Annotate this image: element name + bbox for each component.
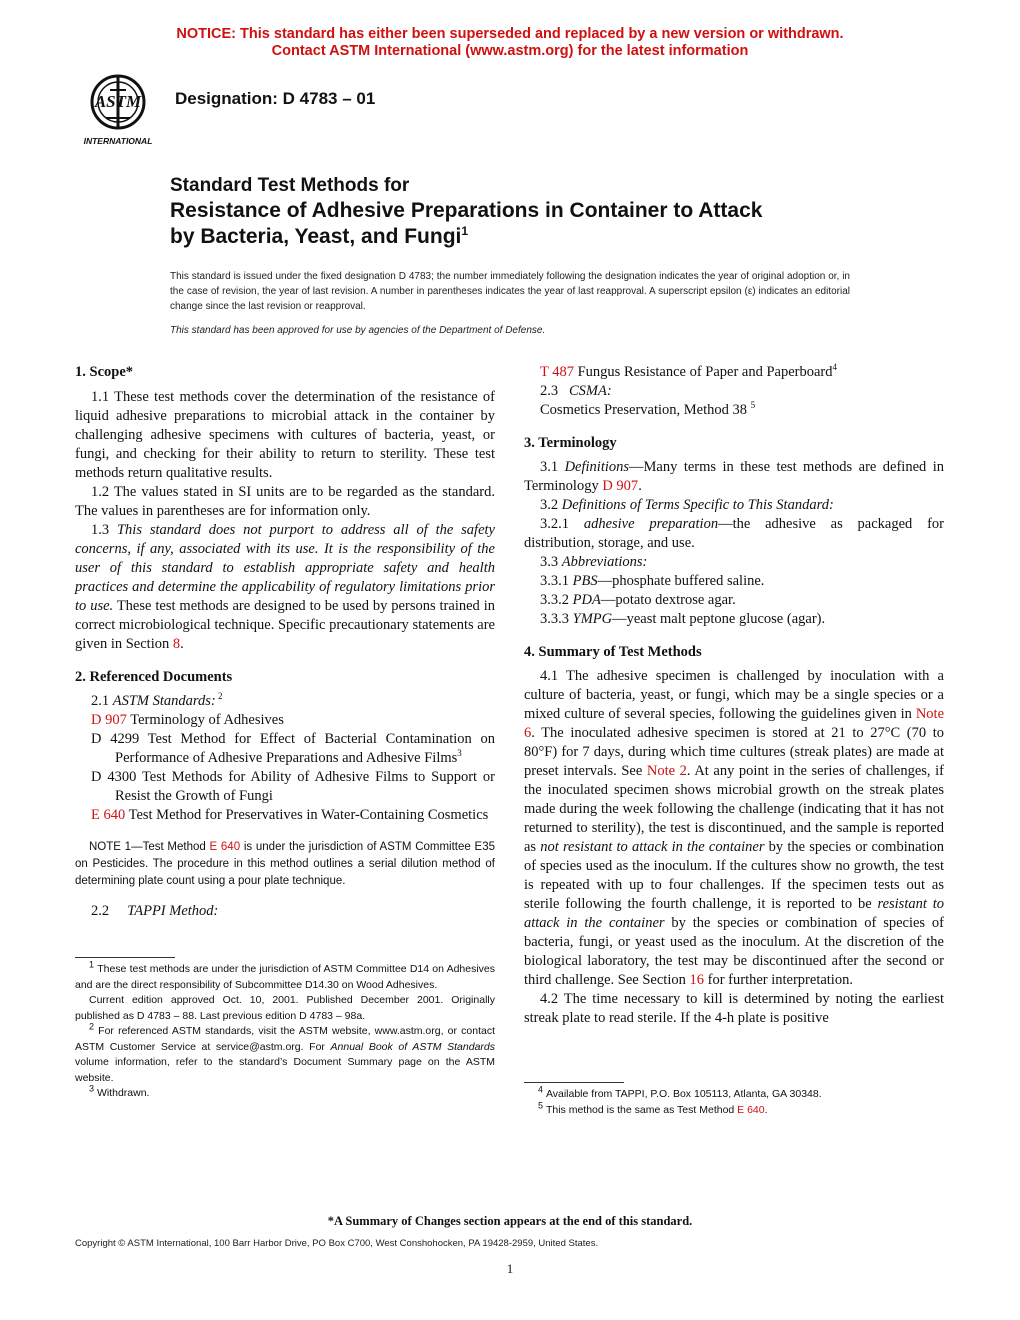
link-fn-e640[interactable]: E 640 (737, 1103, 765, 1116)
abbr-term: PDA (572, 592, 601, 608)
safety-caveat: This standard does not purport to address all of the safety concerns, if any, associated with its use. It is the responsibility of the user of this standard to establish appropriate safety and health practices and determine the applicability of regulatory limitations prior to use. (75, 522, 495, 614)
para-end: . (638, 478, 642, 494)
summary-of-changes-note: *A Summary of Changes section appears at the end of this standard. (327, 1214, 693, 1228)
issued-statement: This standard is issued under the fixed designation D 4783; the number immediately following the designation indicates the year of original adoption or, in the case of revision, the year of last revision. A number in parentheses indicates the year of last reapproval. A superscript epsilon (ε) indicates an editorial change since the last revision or reapproval. (170, 271, 850, 312)
footnote-mark: 5 (750, 400, 756, 411)
para-label: TAPPI Method: (127, 903, 219, 919)
paragraph-3-3-3 (524, 610, 944, 629)
footnote-mark: 2 (215, 691, 223, 702)
para-num: 3.3.2 (540, 592, 573, 608)
paragraph-3-2 (524, 496, 944, 515)
para-italic-1: not resistant to attack in the container (540, 839, 765, 855)
title-line-2: Resistance of Adhesive Preparations in Container to Attack (170, 199, 763, 222)
section-heading-referenced-documents: 2. Referenced Documents (75, 669, 233, 685)
footnote-mark: 4 (538, 1084, 544, 1095)
ref-text: Test Methods for Ability of Adhesive Films to Support or Resist the Growth of Fungi (115, 769, 495, 804)
paragraph-2-3 (524, 382, 944, 401)
astm-logo-mark (76, 72, 160, 148)
footnote-text: These test methods are under the jurisdiction of ASTM Committee D14 on Adhesives and are the direct responsibility of Subcommittee D14.30 on Wood Adhesives. (75, 963, 496, 991)
link-section-8[interactable]: 8 (172, 636, 181, 652)
title-line-3 (170, 224, 930, 250)
link-section-16[interactable]: 16 (689, 972, 704, 988)
link-t487[interactable]: T 487 (540, 364, 574, 380)
logo-letters: ASTM (94, 92, 142, 111)
ref-d4300 (75, 768, 495, 806)
paragraph-1-2: 1.2 The values stated in SI units are to be regarded as the standard. The values in parentheses are for information only. (75, 484, 495, 519)
paragraph-1-3 (75, 521, 495, 654)
footnote-1b: Current edition approved Oct. 10, 2001. Published December 2001. Originally published as D 4783 – 88. Last previous edition D 4783 – 98a. (75, 994, 495, 1022)
footnote-mark: 4 (832, 362, 838, 373)
ref-e640 (75, 806, 495, 825)
ref-code: D 4300 (91, 769, 137, 785)
footnote-mark: 1 (89, 959, 95, 970)
para-text-e: by the species or combination of species of bacteria, fungi, or yeast used as the inoculum. At the discretion of the biological laboratory, the test may be discontinued after the second or third challenge. See Section (524, 915, 944, 988)
page-number: 1 (506, 1262, 514, 1276)
footnote-mark: 3 (89, 1083, 95, 1094)
footnote-italic: Annual Book of ASTM Standards (330, 1040, 495, 1053)
title-line-3-text: by Bacteria, Yeast, and Fungi (170, 225, 462, 248)
link-note-6[interactable]: Note 6 (524, 706, 944, 741)
withdrawal-notice (0, 26, 1020, 60)
footnote-text: For referenced ASTM standards, visit the ASTM website, www.astm.org, or contact ASTM Customer Service at service@astm.org. For (75, 1025, 496, 1053)
footnote-mark: 3 (457, 748, 462, 759)
footnote-text: Available from TAPPI, P.O. Box 105113, Atlanta, GA 30348. (545, 1088, 822, 1100)
para-label: adhesive preparation (583, 516, 719, 532)
para-text: These test methods are designed to be used by persons trained in correct microbiological technique. Specific precautionary statements are given in Section (75, 598, 495, 652)
footnote-text-2: volume information, refer to the standard’s Document Summary page on the ASTM website. (75, 1056, 495, 1084)
ref-text: Terminology of Adhesives (126, 712, 284, 728)
para-num: 2.2 (91, 903, 113, 919)
para-label: Abbreviations: (561, 554, 648, 570)
footnote-2 (75, 1021, 496, 1086)
link-d907-terminology[interactable]: D 907 (602, 478, 639, 494)
para-num: 2.1 (91, 693, 113, 709)
para-label: ASTM Standards: (112, 693, 216, 709)
paragraph-3-3 (524, 553, 944, 572)
link-note-e640[interactable]: E 640 (209, 841, 241, 853)
note-prefix: NOTE 1—Test Method (89, 841, 210, 853)
link-d907[interactable]: D 907 (91, 712, 127, 728)
para-end: . (180, 636, 184, 652)
note-1 (75, 839, 495, 890)
copyright-line: Copyright © ASTM International, 100 Barr Harbor Drive, PO Box C700, West Conshohocken, PA 19428-2959, United States. (75, 1238, 599, 1249)
notice-line-2: Contact ASTM International (www.astm.org) for the latest information (271, 43, 749, 59)
link-e640[interactable]: E 640 (91, 807, 126, 823)
para-text-d: by the species or combination of species used as the inoculum. If the cultures show no growth, the test is repeated with up to four challenges. If the specimen tests out as sterile following the fourth challenge, it is reported to be (524, 839, 944, 912)
paragraph-4-1 (524, 667, 944, 990)
para-num: 3.1 (540, 459, 565, 475)
section-heading-scope: 1. Scope* (75, 364, 133, 380)
ref-csma (524, 401, 944, 420)
footnote-5 (524, 1100, 944, 1119)
para-label: Definitions of Terms Specific to This Standard: (561, 497, 834, 513)
ref-text: Cosmetics Preservation, Method 38 (540, 402, 751, 418)
para-italic-2: resistant to attack in the container (524, 896, 944, 931)
ref-text: Test Method for Effect of Bacterial Contamination on Performance of Adhesive Preparations and Adhesive Films (115, 731, 495, 766)
abbr-def: —potato dextrose agar. (600, 592, 736, 608)
section-heading-summary: 4. Summary of Test Methods (524, 644, 702, 660)
para-num: 3.2 (540, 497, 562, 513)
para-num: 3.2.1 (540, 516, 584, 532)
notice-line-1: NOTICE: This standard has either been superseded and replaced by a new version or withdrawn. (176, 26, 844, 42)
para-label: CSMA: (569, 383, 612, 399)
ref-t487 (524, 363, 944, 382)
paragraph-3-2-1 (524, 515, 944, 553)
para-text: 4.1 The adhesive specimen is challenged by inoculation with a culture of bacteria, yeast, or fungi, which may be a single species or a mixed culture of several species, following the guidelines given in (524, 668, 944, 722)
left-column (75, 363, 495, 1102)
footnote-3 (75, 1083, 495, 1102)
para-text: —Many terms in these test methods are defined in Terminology (524, 459, 944, 494)
paragraph-3-3-2 (524, 591, 944, 610)
para-num: 3.3.3 (540, 611, 573, 627)
para-num: 1.3 (91, 522, 117, 538)
footnote-text: Withdrawn. (96, 1087, 150, 1099)
astm-logo (76, 72, 160, 148)
paragraph-1-1: 1.1 These test methods cover the determination of the resistance of liquid adhesive preparations to microbial attack in the container by challenging adhesive specimens with cultures of bacteria, yeast, or fungi, and checking for their ability to return to sterility. These test methods return qualitative results. (75, 389, 495, 481)
logo-sub: INTERNATIONAL (83, 136, 153, 146)
footnote-mark: 5 (538, 1100, 544, 1110)
ref-d907 (75, 711, 495, 730)
para-label: Definitions (564, 459, 630, 475)
abbr-def: —yeast malt peptone glucose (agar). (612, 611, 826, 627)
ref-code: D 4299 (91, 731, 140, 747)
para-text-f: for further interpretation. (704, 972, 853, 988)
para-num: 3.3 (540, 554, 562, 570)
right-column (524, 363, 944, 1118)
footnote-1 (75, 959, 496, 993)
paragraph-4-2: 4.2 The time necessary to kill is determined by noting the earliest streak plate to read sterile. If the 4-h plate is positive (524, 991, 944, 1026)
para-text-c: . At any point in the series of challenges, if the inoculated specimen shows microbial growth on the streak plates made during the week following the challenge (indicating that it has not returned to sterility), the test is discontinued, and the sample is reported as (524, 763, 944, 855)
paragraph-3-3-1 (524, 572, 944, 591)
title-line-1: Standard Test Methods for (170, 175, 410, 196)
paragraph-3-1 (524, 458, 944, 496)
ref-text: Test Method for Preservatives in Water-Containing Cosmetics (125, 807, 489, 823)
para-num: 3.3.1 (540, 573, 573, 589)
footnote-4 (524, 1084, 944, 1103)
footnote-end: . (764, 1103, 768, 1116)
ref-d4299 (75, 730, 495, 768)
para-text-b: . The inoculated adhesive specimen is stored at 21 to 27°C (70 to 80°F) for 7 days, during which time cultures (streak plates) are made at preset intervals. See (524, 725, 944, 779)
title-footnote-mark: 1 (461, 224, 469, 238)
note-text: is under the jurisdiction of ASTM Committee E35 on Pesticides. The procedure in this method outlines a serial dilution method of determining plate count using a pour plate technique. (75, 841, 495, 887)
abbr-term: PBS (572, 573, 598, 589)
abbr-term: YMPG (572, 611, 613, 627)
paragraph-2-2 (75, 902, 495, 921)
para-text: —the adhesive as packaged for distribution, storage, and use. (524, 516, 944, 551)
footnote-mark: 2 (89, 1021, 95, 1032)
paragraph-2-1 (75, 692, 495, 711)
approved-statement: This standard has been approved for use by agencies of the Department of Defense. (170, 325, 546, 336)
para-num: 2.3 (540, 383, 562, 399)
document-title (170, 174, 930, 250)
section-heading-terminology: 3. Terminology (524, 435, 617, 451)
footnote-text: This method is the same as Test Method (545, 1103, 738, 1116)
ref-text: Fungus Resistance of Paper and Paperboard (573, 364, 833, 380)
link-note-2[interactable]: Note 2 (646, 763, 687, 779)
abbr-def: —phosphate buffered saline. (597, 573, 765, 589)
designation: Designation: D 4783 – 01 (175, 89, 376, 108)
